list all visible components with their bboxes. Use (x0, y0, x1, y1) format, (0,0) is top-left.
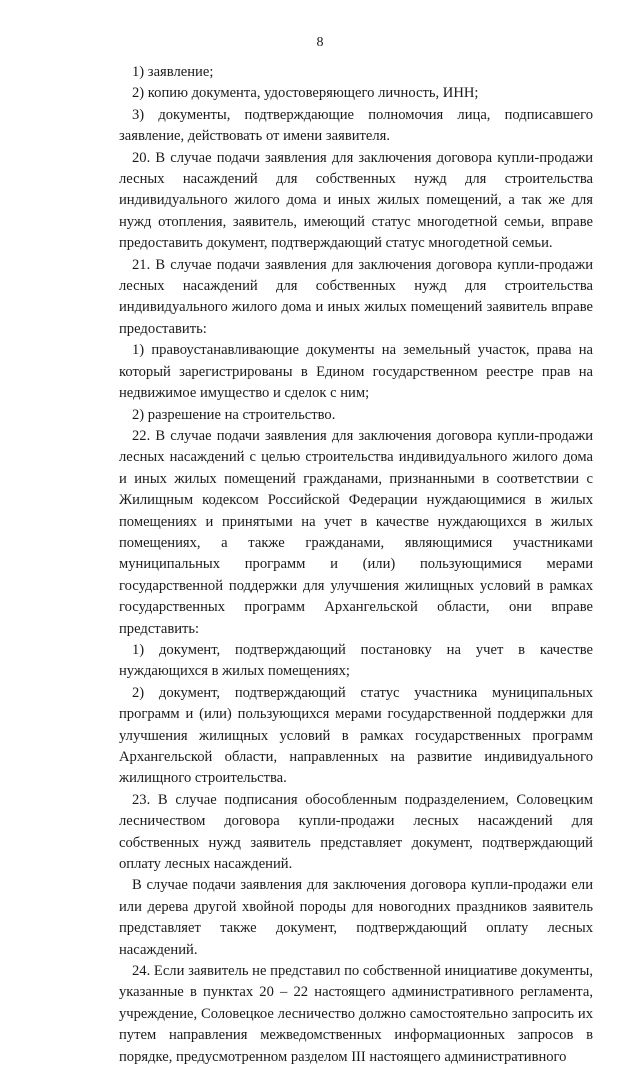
paragraph: 2) копию документа, удостоверяющего личность, ИНН; (132, 85, 479, 102)
paragraph: 1) правоустанавливающие документы на земельный участок, права на который зарегистрированы в Едином государственном реестре прав на недвижимое имущество и сделок с ним; (119, 342, 593, 402)
paragraph: 20. В случае подачи заявления для заключения договора купли-продажи лесных насаждений для собственных нужд для строительства индивидуального жилого дома и иных жилых помещений, а так же для нужд отопления, заявитель, имеющий статус многодетной семьи, вправе предоставить документ, подтверждающий статус многодетной семьи. (119, 149, 593, 252)
paragraph: 21. В случае подачи заявления для заключения договора купли-продажи лесных насаждений для собственных нужд для строительства индивидуального жилого дома и иных жилых помещений заявитель вправе предоставить: (119, 256, 593, 337)
document-body (119, 62, 593, 1068)
paragraph: 3) документы, подтверждающие полномочия лица, подписавшего заявление, действовать от имени заявителя. (119, 106, 593, 145)
paragraph: 22. В случае подачи заявления для заключения договора купли-продажи лесных насаждений с целью строительства индивидуального жилого дома и иных жилых помещений гражданами, признанными в соответствии с Жилищным кодексом Российской Федерации нуждающимися в жилых помещениях и принятыми на учет в качестве нуждающихся в жилых помещениях, а также гражданами, являющимися участниками муниципальных программ и (или) пользующимися мерами государственной поддержки для улучшения жилищных условий в рамках государственных программ Архангельской области, они вправе представить: (119, 427, 593, 637)
page-number: 8 (316, 35, 324, 50)
paragraph: 1) документ, подтверждающий постановку на учет в качестве нуждающихся в жилых помещениях; (119, 641, 593, 680)
paragraph: 23. В случае подписания обособленным подразделением, Соловецким лесничеством договора купли-продажи лесных насаждений для собственных нужд заявитель представляет документ, подтверждающий оплату лесных насаждений. (119, 791, 593, 873)
paragraph: 2) документ, подтверждающий статус участника муниципальных программ и (или) пользующихся мерами государственной поддержки для улучшения жилищных условий в рамках государственных программ Архангельской области, направленных на развитие индивидуального жилищного строительства. (119, 684, 593, 787)
paragraph: 2) разрешение на строительство. (132, 406, 336, 423)
paragraph: В случае подачи заявления для заключения договора купли-продажи ели или дерева другой хвойной породы для новогодних праздников заявитель представляет также документ, подтверждающий оплату лесных насаждений. (119, 877, 593, 958)
paragraph: 1) заявление; (132, 64, 214, 80)
paragraph: 24. Если заявитель не представил по собственной инициативе документы, указанные в пунктах 20 – 22 настоящего административного регламента, учреждение, Соловецкое лесничество должно самостоятельно запросить их путем направления межведомственных информационных запросов в порядке, предусмотренном разделом III настоящего административного (119, 963, 593, 1065)
